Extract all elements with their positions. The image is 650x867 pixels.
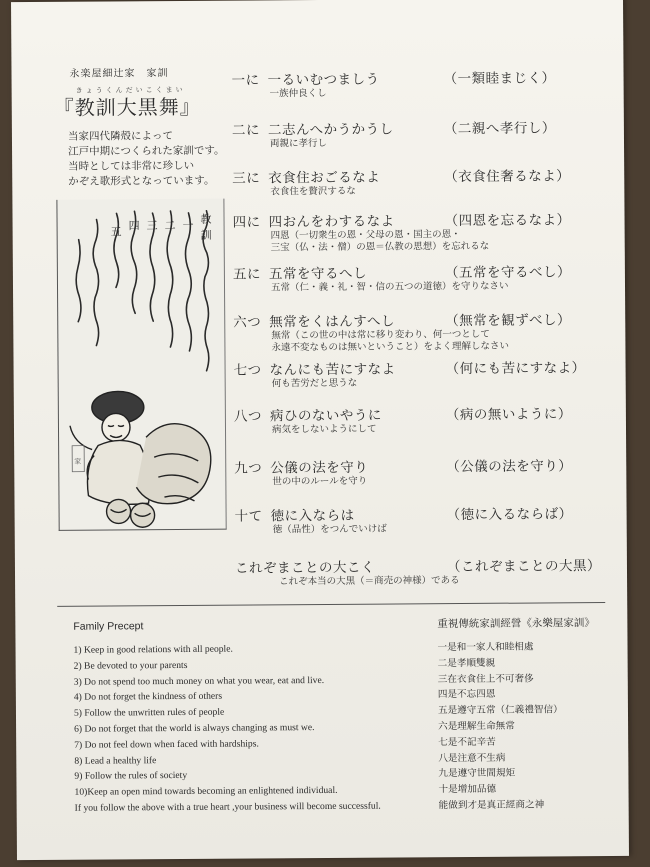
english-precepts <box>73 641 380 817</box>
precept-number: 一に <box>231 72 260 89</box>
precept-original: 無常をくはんすへし <box>269 313 396 331</box>
precept-number: 三に <box>232 170 261 187</box>
chinese-precept-line: 能做到才是真正經商之神 <box>438 799 545 812</box>
intro-line: 江戸中期につくられた家訓です。 <box>68 144 225 158</box>
precept-main-line <box>234 454 572 476</box>
intro-line: かぞえ歌形式となっています。 <box>68 174 215 188</box>
precept-main-line <box>234 402 572 424</box>
precept-reading: （無常を観ずべし） <box>445 312 572 330</box>
english-precept-line: 7) Do not feel down when faced with hardships. <box>74 738 259 751</box>
precept-item <box>235 502 573 536</box>
precept-item <box>232 208 570 254</box>
precept-meaning: 五常（仁・義・礼・智・信の五つの道徳）を守りなさい <box>270 280 509 294</box>
chinese-precept-line: 三在衣食住上不可奢侈 <box>437 673 534 685</box>
precept-number: 四に <box>232 214 261 231</box>
precept-main-line <box>232 208 570 230</box>
english-precept-line: 5) Follow the unwritten rules of people <box>73 706 225 719</box>
precept-meaning: 何も苦労だと思うな <box>271 377 358 390</box>
precept-item <box>235 554 601 589</box>
precept-meaning: 徳（品性）をつんでいけば <box>272 523 387 536</box>
precept-reading: （公儀の法を守り） <box>446 458 573 476</box>
precept-reading: （四恩を忘るなよ） <box>444 212 571 230</box>
precept-reading: （衣食住奢るなよ） <box>444 168 571 186</box>
svg-text:一: 一 <box>182 218 194 232</box>
precept-original: これぞまことの大こく <box>234 559 376 577</box>
precept-item <box>234 454 572 488</box>
precept-meaning: 三宝（仏・法・僧）の恩＝仏教の思想）を忘れるな <box>270 240 490 254</box>
precept-number: 六つ <box>233 314 262 331</box>
chinese-precepts <box>437 639 563 814</box>
svg-text:三: 三 <box>146 219 158 233</box>
precept-meaning: これぞ本当の大黒（＝商売の神様）である <box>279 575 460 588</box>
document-title: 『教訓大黒舞』 <box>53 94 201 120</box>
chinese-precept-line: 八是注意不生病 <box>438 752 506 764</box>
intro-line: 当時としては非常に珍しい <box>68 159 195 173</box>
intro-line: 当家四代隣殻によって <box>67 130 173 143</box>
family-name-header: 永楽屋細辻家 家訓 <box>69 68 169 80</box>
precept-reading: （これぞまことの大黒） <box>446 558 602 576</box>
english-precept-line: 9) Follow the rules of society <box>74 770 188 783</box>
precept-item <box>231 66 555 100</box>
precept-reading: （徳に入るならば） <box>446 506 573 524</box>
svg-text:四: 四 <box>128 219 140 233</box>
precept-meaning: 永遠不変なものは無いということ）をよく理解しなさい <box>271 340 509 354</box>
section-divider <box>57 602 605 607</box>
precept-number: 九つ <box>234 460 263 477</box>
precept-original: 二志んへかうかうし <box>267 121 394 139</box>
english-precept-line: 8) Lead a healthy life <box>74 754 157 767</box>
intro-text <box>68 129 225 190</box>
japanese-precepts <box>231 0 602 588</box>
svg-text:五: 五 <box>110 225 122 239</box>
precept-original: 公儀の法を守り <box>270 459 369 477</box>
english-precept-line: 2) Be devoted to your parents <box>73 659 188 672</box>
scroll-illustration <box>56 199 226 532</box>
english-precept-line: 10)Keep an open mind towards becoming an enlightened individual. <box>74 785 338 798</box>
precept-meaning: 世の中のルールを守り <box>272 475 368 488</box>
svg-text:訓: 訓 <box>200 228 212 242</box>
precept-item <box>234 402 572 436</box>
precept-item <box>233 308 571 354</box>
chinese-precept-line: 四是不忘四恩 <box>437 689 496 701</box>
precept-main-line <box>234 356 586 378</box>
chinese-precept-line: 七是不記辛苦 <box>438 736 496 748</box>
seal-mark: 家 <box>74 457 82 466</box>
precept-meaning: 無常（この世の中は常に移り変わり、何一つとして <box>271 328 490 342</box>
precept-number: 七つ <box>233 362 262 379</box>
chinese-precept-line: 十是增加品德 <box>438 783 497 796</box>
precept-meaning: 両親に孝行し <box>269 137 328 150</box>
precept-number: 五に <box>232 266 261 283</box>
precept-number: 八つ <box>233 408 262 425</box>
precept-original: 徳に入ならは <box>270 507 355 525</box>
precept-meaning: 四恩（一切衆生の恩・父母の恩・国主の恩・ <box>270 229 461 242</box>
chinese-precept-line: 一是和一家人和睦相處 <box>437 641 534 654</box>
precept-original: 五常を守るへし <box>268 265 367 283</box>
precept-original: 四おんをわするなよ <box>268 213 395 231</box>
english-precept-line: 3) Do not spend too much money on what you wear, eat and live. <box>73 674 325 688</box>
precept-main-line <box>233 260 571 282</box>
english-precept-line: If you follow the above with a true heart ,your business will become successful. <box>74 800 381 814</box>
chinese-precept-line: 六是理解生命無常 <box>438 720 515 733</box>
precept-main-line <box>235 502 573 524</box>
precept-item <box>234 356 586 390</box>
paper-sheet <box>11 0 629 860</box>
precept-meaning: 一族仲良くし <box>269 87 327 100</box>
precept-reading: （二親へ孝行し） <box>443 120 556 138</box>
precept-main-line <box>232 116 556 138</box>
precept-main-line <box>233 308 571 330</box>
precept-number: 十て <box>234 508 263 525</box>
precept-item <box>232 116 556 150</box>
precept-main-line <box>231 66 555 88</box>
svg-text:二: 二 <box>164 219 176 233</box>
precept-original: 病ひのないやうに <box>269 407 382 425</box>
precept-reading: （病の無いように） <box>445 406 572 424</box>
daikoku-figure-drawing <box>56 199 226 532</box>
precept-item <box>232 164 570 198</box>
english-precept-line: 6) Do not forget that the world is always changing as must we. <box>74 722 315 735</box>
precept-reading: （何にも苦にすなよ） <box>445 360 586 378</box>
precept-item <box>233 260 571 294</box>
chinese-precept-line: 九是遵守世間規矩 <box>438 768 516 780</box>
precept-original: なんにも苦にすなよ <box>269 361 396 379</box>
svg-text:教: 教 <box>200 212 212 226</box>
chinese-title: 重視傳統家訓經營《永樂屋家訓》 <box>437 617 595 631</box>
english-title: Family Precept <box>73 620 144 633</box>
chinese-precept-line: 五是遵守五常（仁義禮智信） <box>437 704 563 717</box>
precept-main-line <box>235 554 601 577</box>
title-ruby: きょうくんだいこくまい <box>75 85 186 95</box>
precept-main-line <box>232 164 570 186</box>
precept-original: 一るいむつましう <box>267 71 380 89</box>
english-precept-line: 4) Do not forget the kindness of others <box>73 691 223 704</box>
precept-reading: （五常を守るべし） <box>444 264 571 282</box>
chinese-precept-line: 二是孝順雙親 <box>437 657 496 669</box>
precept-meaning: 病気をしないようにして <box>271 423 377 436</box>
english-precept-line: 1) Keep in good relations with all people. <box>73 643 233 656</box>
precept-number: 二に <box>231 122 260 139</box>
precept-meaning: 衣食住を贅沢するな <box>270 185 356 198</box>
precept-original: 衣食住おごるなよ <box>268 169 381 187</box>
precept-reading: （一類睦まじく） <box>443 70 556 88</box>
